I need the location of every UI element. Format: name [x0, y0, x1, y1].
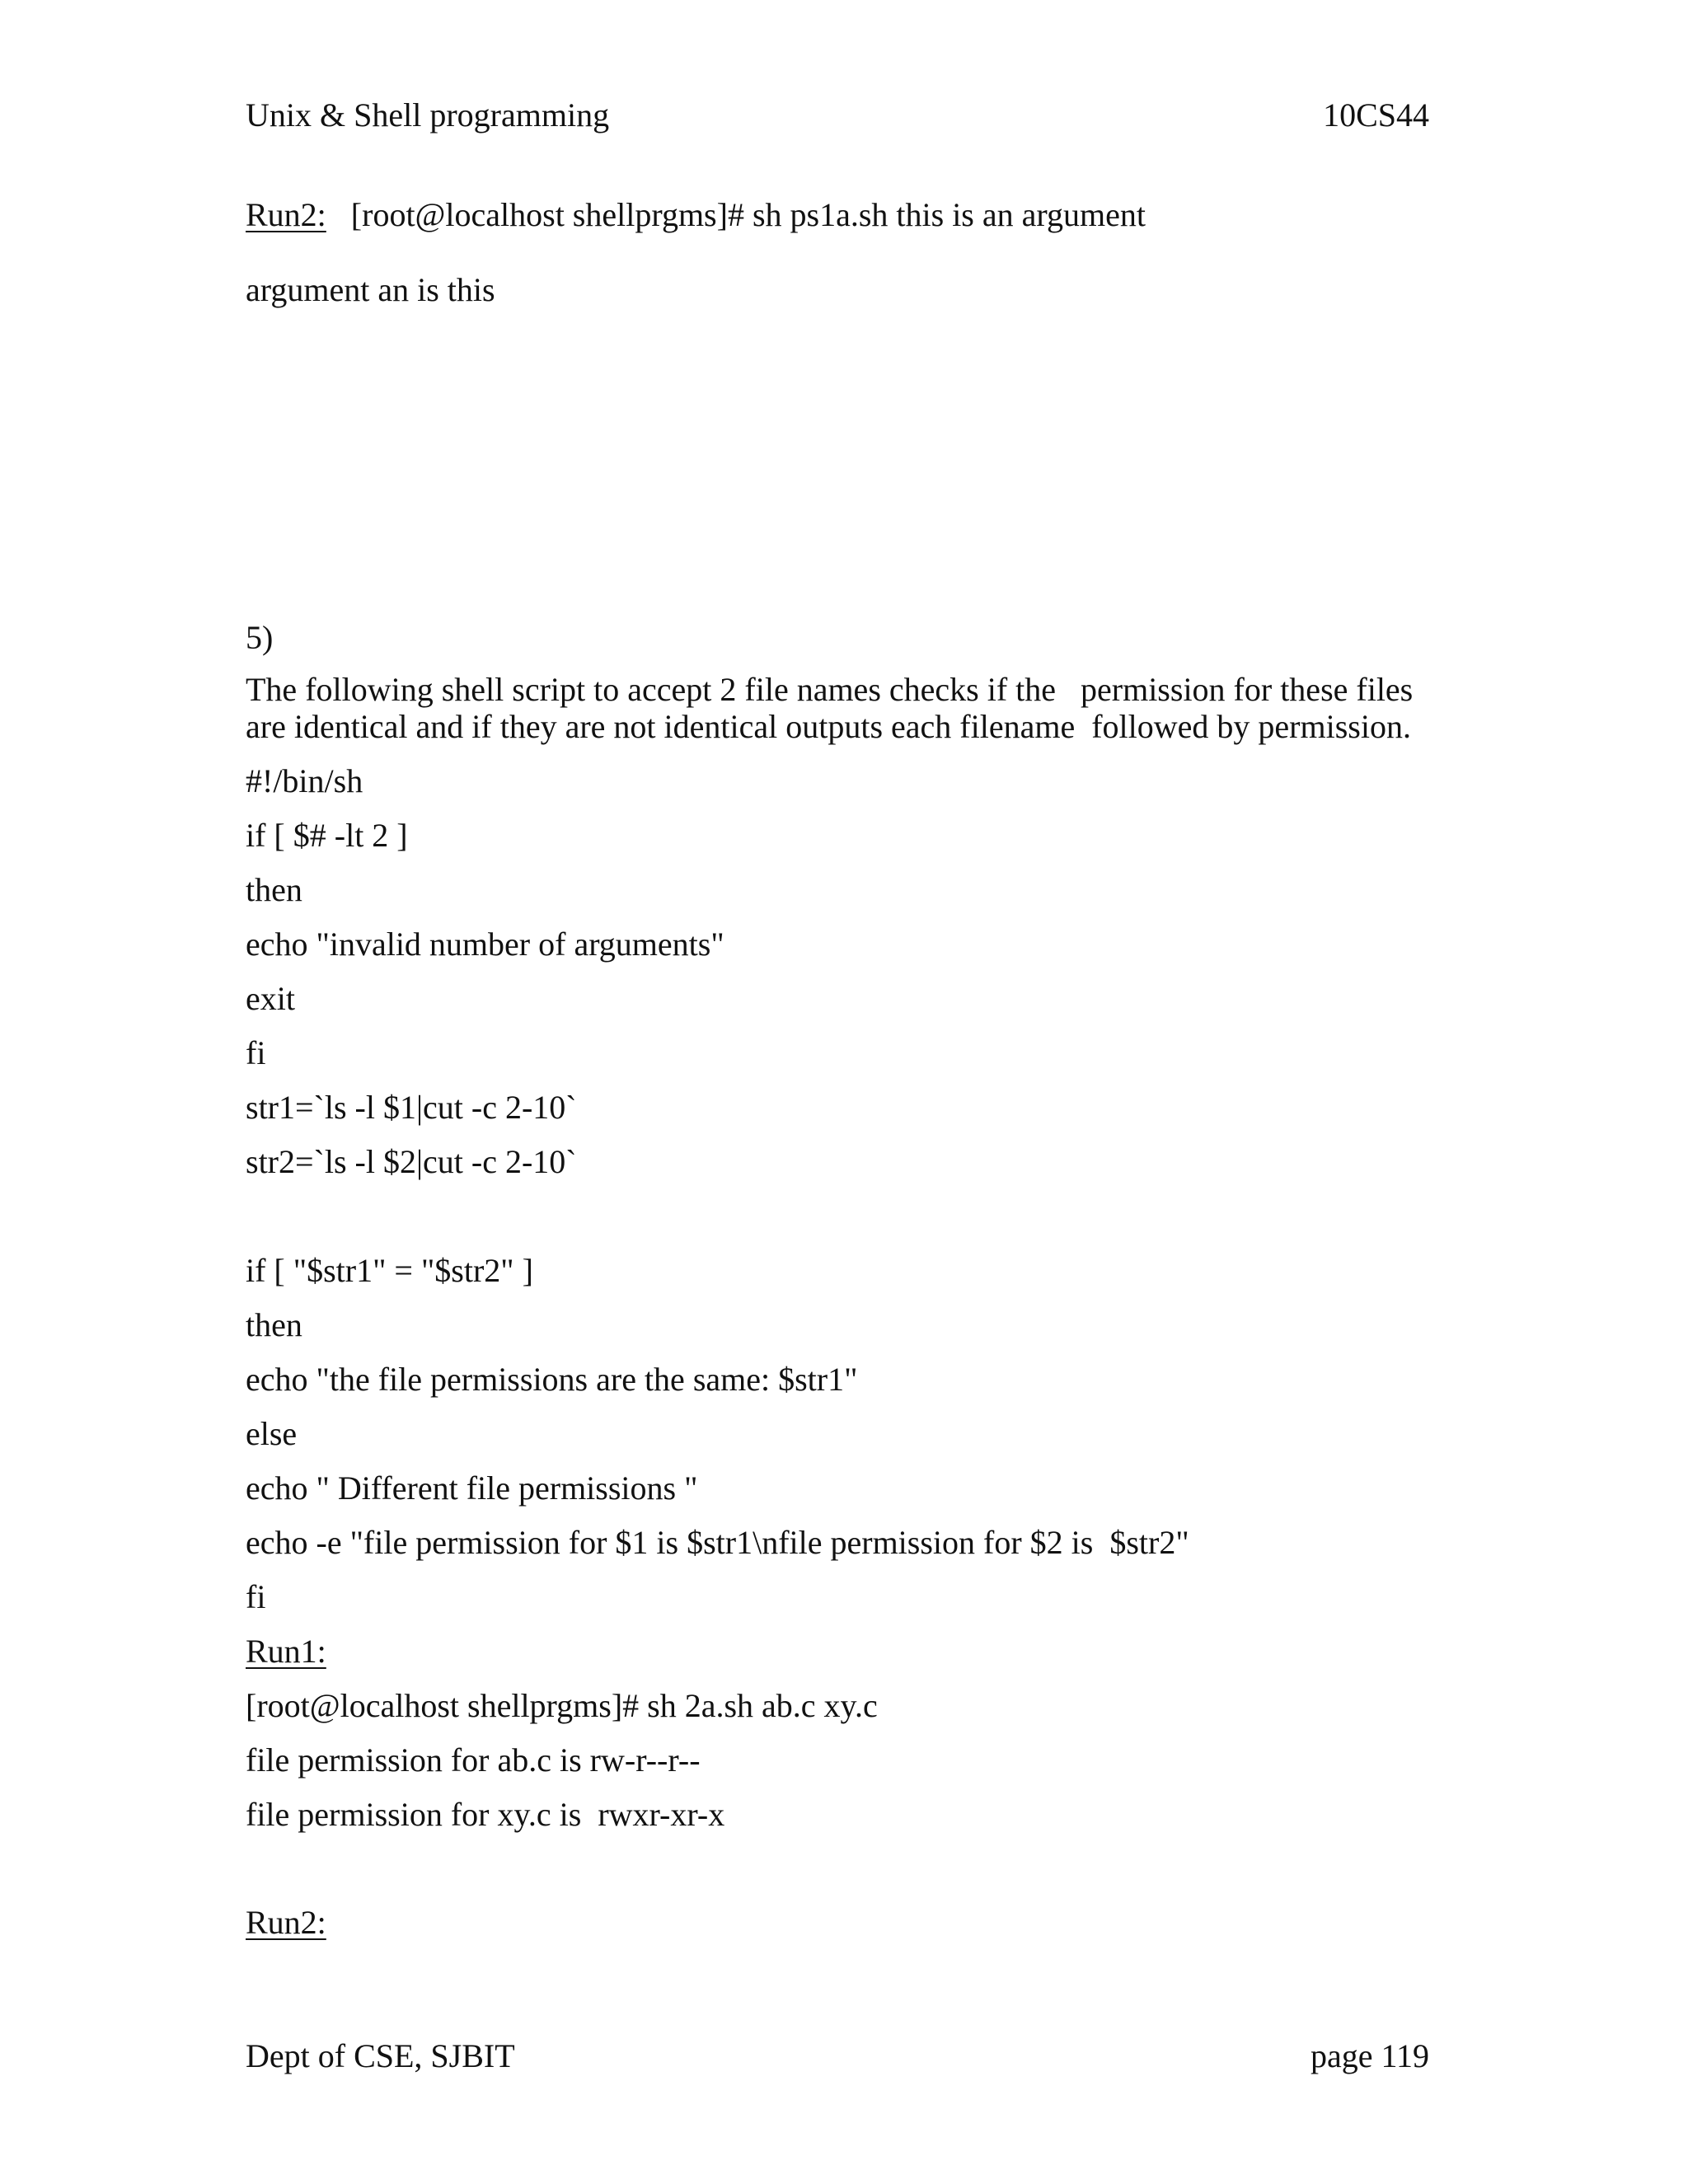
- code-line: str1=`ls -l $1|cut -c 2-10`: [246, 1089, 577, 1126]
- run2-bottom-label: Run2:: [246, 1904, 326, 1941]
- run1-output-line2: file permission for xy.c is rwxr-xr-x: [246, 1796, 725, 1833]
- header-title: Unix & Shell programming: [246, 96, 610, 134]
- code-line: echo " Different file permissions ": [246, 1469, 698, 1507]
- code-line: then: [246, 871, 302, 908]
- code-line: str2=`ls -l $2|cut -c 2-10`: [246, 1143, 577, 1180]
- header-course-code: 10CS44: [1323, 96, 1429, 134]
- code-line: exit: [246, 980, 295, 1017]
- code-line: echo -e "file permission for $1 is $str1\nfile permission for $2 is $str2": [246, 1524, 1189, 1561]
- section-number: 5): [246, 619, 274, 656]
- run2-top-command: [root@localhost shellprgms]# sh ps1a.sh this is an argument: [350, 196, 1146, 233]
- run2-top-output: argument an is this: [246, 271, 495, 308]
- run1-command: [root@localhost shellprgms]# sh 2a.sh ab.c xy.c: [246, 1687, 878, 1724]
- code-line: then: [246, 1306, 302, 1343]
- code-line: echo "invalid number of arguments": [246, 926, 724, 963]
- code-line: #!/bin/sh: [246, 762, 363, 799]
- code-line: if [ $# -lt 2 ]: [246, 817, 408, 854]
- run2-top-line: [246, 195, 1146, 235]
- section-description-line1: The following shell script to accept 2 file names checks if the permission for these files: [246, 671, 1414, 708]
- code-line: else: [246, 1415, 298, 1452]
- footer-page-number: page 119: [1310, 2037, 1429, 2074]
- code-line: fi: [246, 1578, 266, 1615]
- code-line: fi: [246, 1034, 266, 1071]
- run1-output-line1: file permission for ab.c is rw-r--r--: [246, 1741, 701, 1779]
- footer-dept: Dept of CSE, SJBIT: [246, 2037, 515, 2074]
- code-line: if [ "$str1" = "$str2" ]: [246, 1252, 533, 1289]
- run2-top-label: Run2:: [246, 196, 326, 233]
- section-description-line2: are identical and if they are not identical outputs each filename followed by permission.: [246, 708, 1411, 745]
- code-line: echo "the file permissions are the same: $str1": [246, 1361, 858, 1398]
- run1-label: Run1:: [246, 1633, 326, 1670]
